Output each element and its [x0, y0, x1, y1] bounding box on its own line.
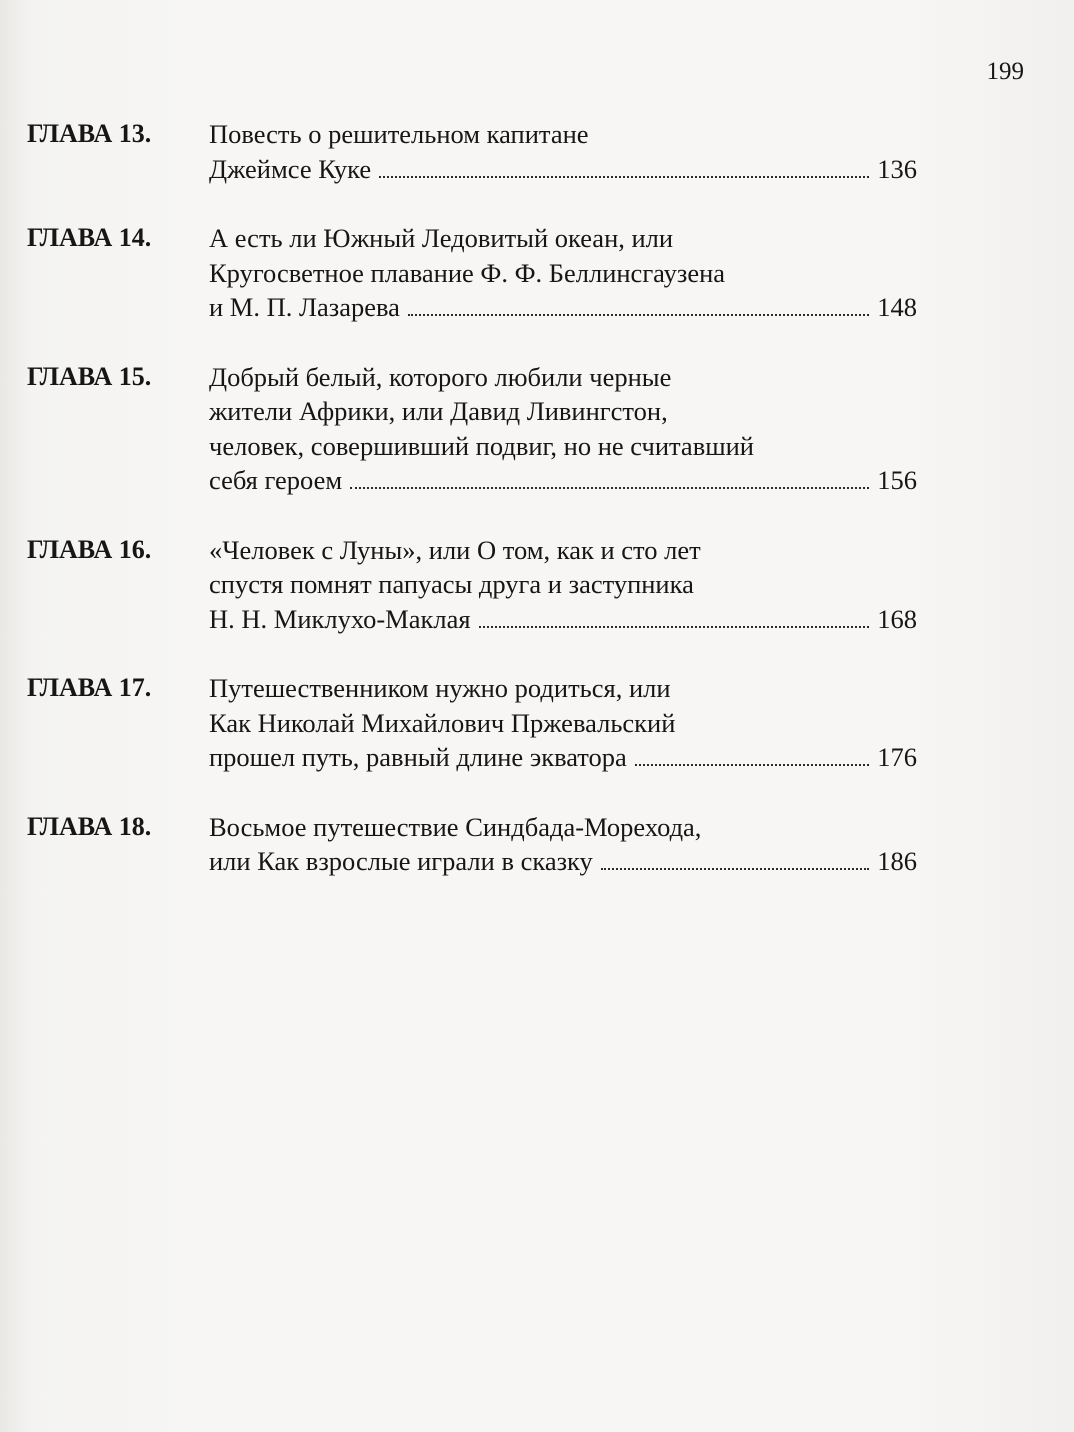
table-of-contents — [27, 117, 917, 914]
chapter-title — [209, 810, 917, 879]
title-line: Кругосветное плавание Ф. Ф. Беллинсгаузена — [209, 257, 726, 288]
dot-leader — [350, 487, 869, 489]
toc-entry-chapter-16 — [27, 533, 917, 637]
title-line: Добрый белый, которого любили черные — [209, 361, 672, 392]
title-line: или Как взрослые играли в сказку — [209, 846, 593, 876]
chapter-title — [209, 360, 917, 498]
toc-entry-chapter-17 — [27, 671, 917, 775]
title-line: прошел путь, равный длине экватора — [209, 742, 627, 772]
title-last-line — [209, 463, 917, 498]
title-line: Как Николай Михайлович Пржевальский — [209, 707, 676, 738]
title-line: Повесть о решительном капитане — [209, 119, 589, 149]
title-line: «Человек с Луны», или О том, как и сто лет — [209, 534, 701, 565]
chapter-label: ГЛАВА 17. — [27, 673, 152, 702]
title-line: Джеймсе Куке — [209, 153, 372, 184]
title-line: Путешественником нужно родиться, или — [209, 673, 671, 703]
chapter-label: ГЛАВА 18. — [27, 811, 152, 841]
chapter-label: ГЛАВА 14. — [27, 223, 152, 252]
page-reference: 186 — [877, 846, 917, 876]
title-line: и М. П. Лазарева — [209, 292, 400, 322]
dot-leader — [479, 626, 870, 628]
title-last-line — [209, 152, 917, 187]
title-last-line — [209, 602, 917, 637]
chapter-label: ГЛАВА 13. — [27, 119, 152, 148]
chapter-label: ГЛАВА 15. — [27, 361, 152, 391]
page-reference: 156 — [877, 465, 917, 495]
chapter-title — [209, 221, 917, 325]
title-line: жители Африки, или Давид Ливингстон, — [209, 396, 668, 426]
dot-leader — [635, 764, 869, 766]
chapter-title — [209, 533, 917, 637]
toc-entry-chapter-18 — [27, 810, 917, 879]
title-line: Н. Н. Миклухо-Маклая — [209, 603, 471, 634]
toc-entry-chapter-13 — [27, 117, 917, 186]
chapter-title — [209, 671, 917, 775]
page-number: 199 — [986, 58, 1024, 85]
title-last-line — [209, 740, 917, 775]
chapter-label: ГЛАВА 16. — [27, 534, 152, 564]
page-reference: 148 — [877, 292, 917, 322]
page-reference: 176 — [877, 742, 917, 772]
title-last-line — [209, 844, 917, 879]
toc-entry-chapter-15 — [27, 360, 917, 498]
page-reference: 168 — [877, 603, 917, 634]
title-last-line — [209, 290, 917, 325]
dot-leader — [601, 868, 869, 870]
title-line: себя героем — [209, 465, 343, 495]
title-line: А есть ли Южный Ледовитый океан, или — [209, 223, 674, 253]
title-line: Восьмое путешествие Синдбада-Морехода, — [209, 811, 702, 842]
page-reference: 136 — [877, 153, 917, 184]
title-line: спустя помнят папуасы друга и заступника — [209, 569, 694, 599]
dot-leader — [408, 314, 869, 316]
chapter-title — [209, 117, 917, 186]
dot-leader — [379, 176, 869, 178]
toc-entry-chapter-14 — [27, 221, 917, 325]
title-line: человек, совершивший подвиг, но не считавший — [209, 430, 754, 461]
